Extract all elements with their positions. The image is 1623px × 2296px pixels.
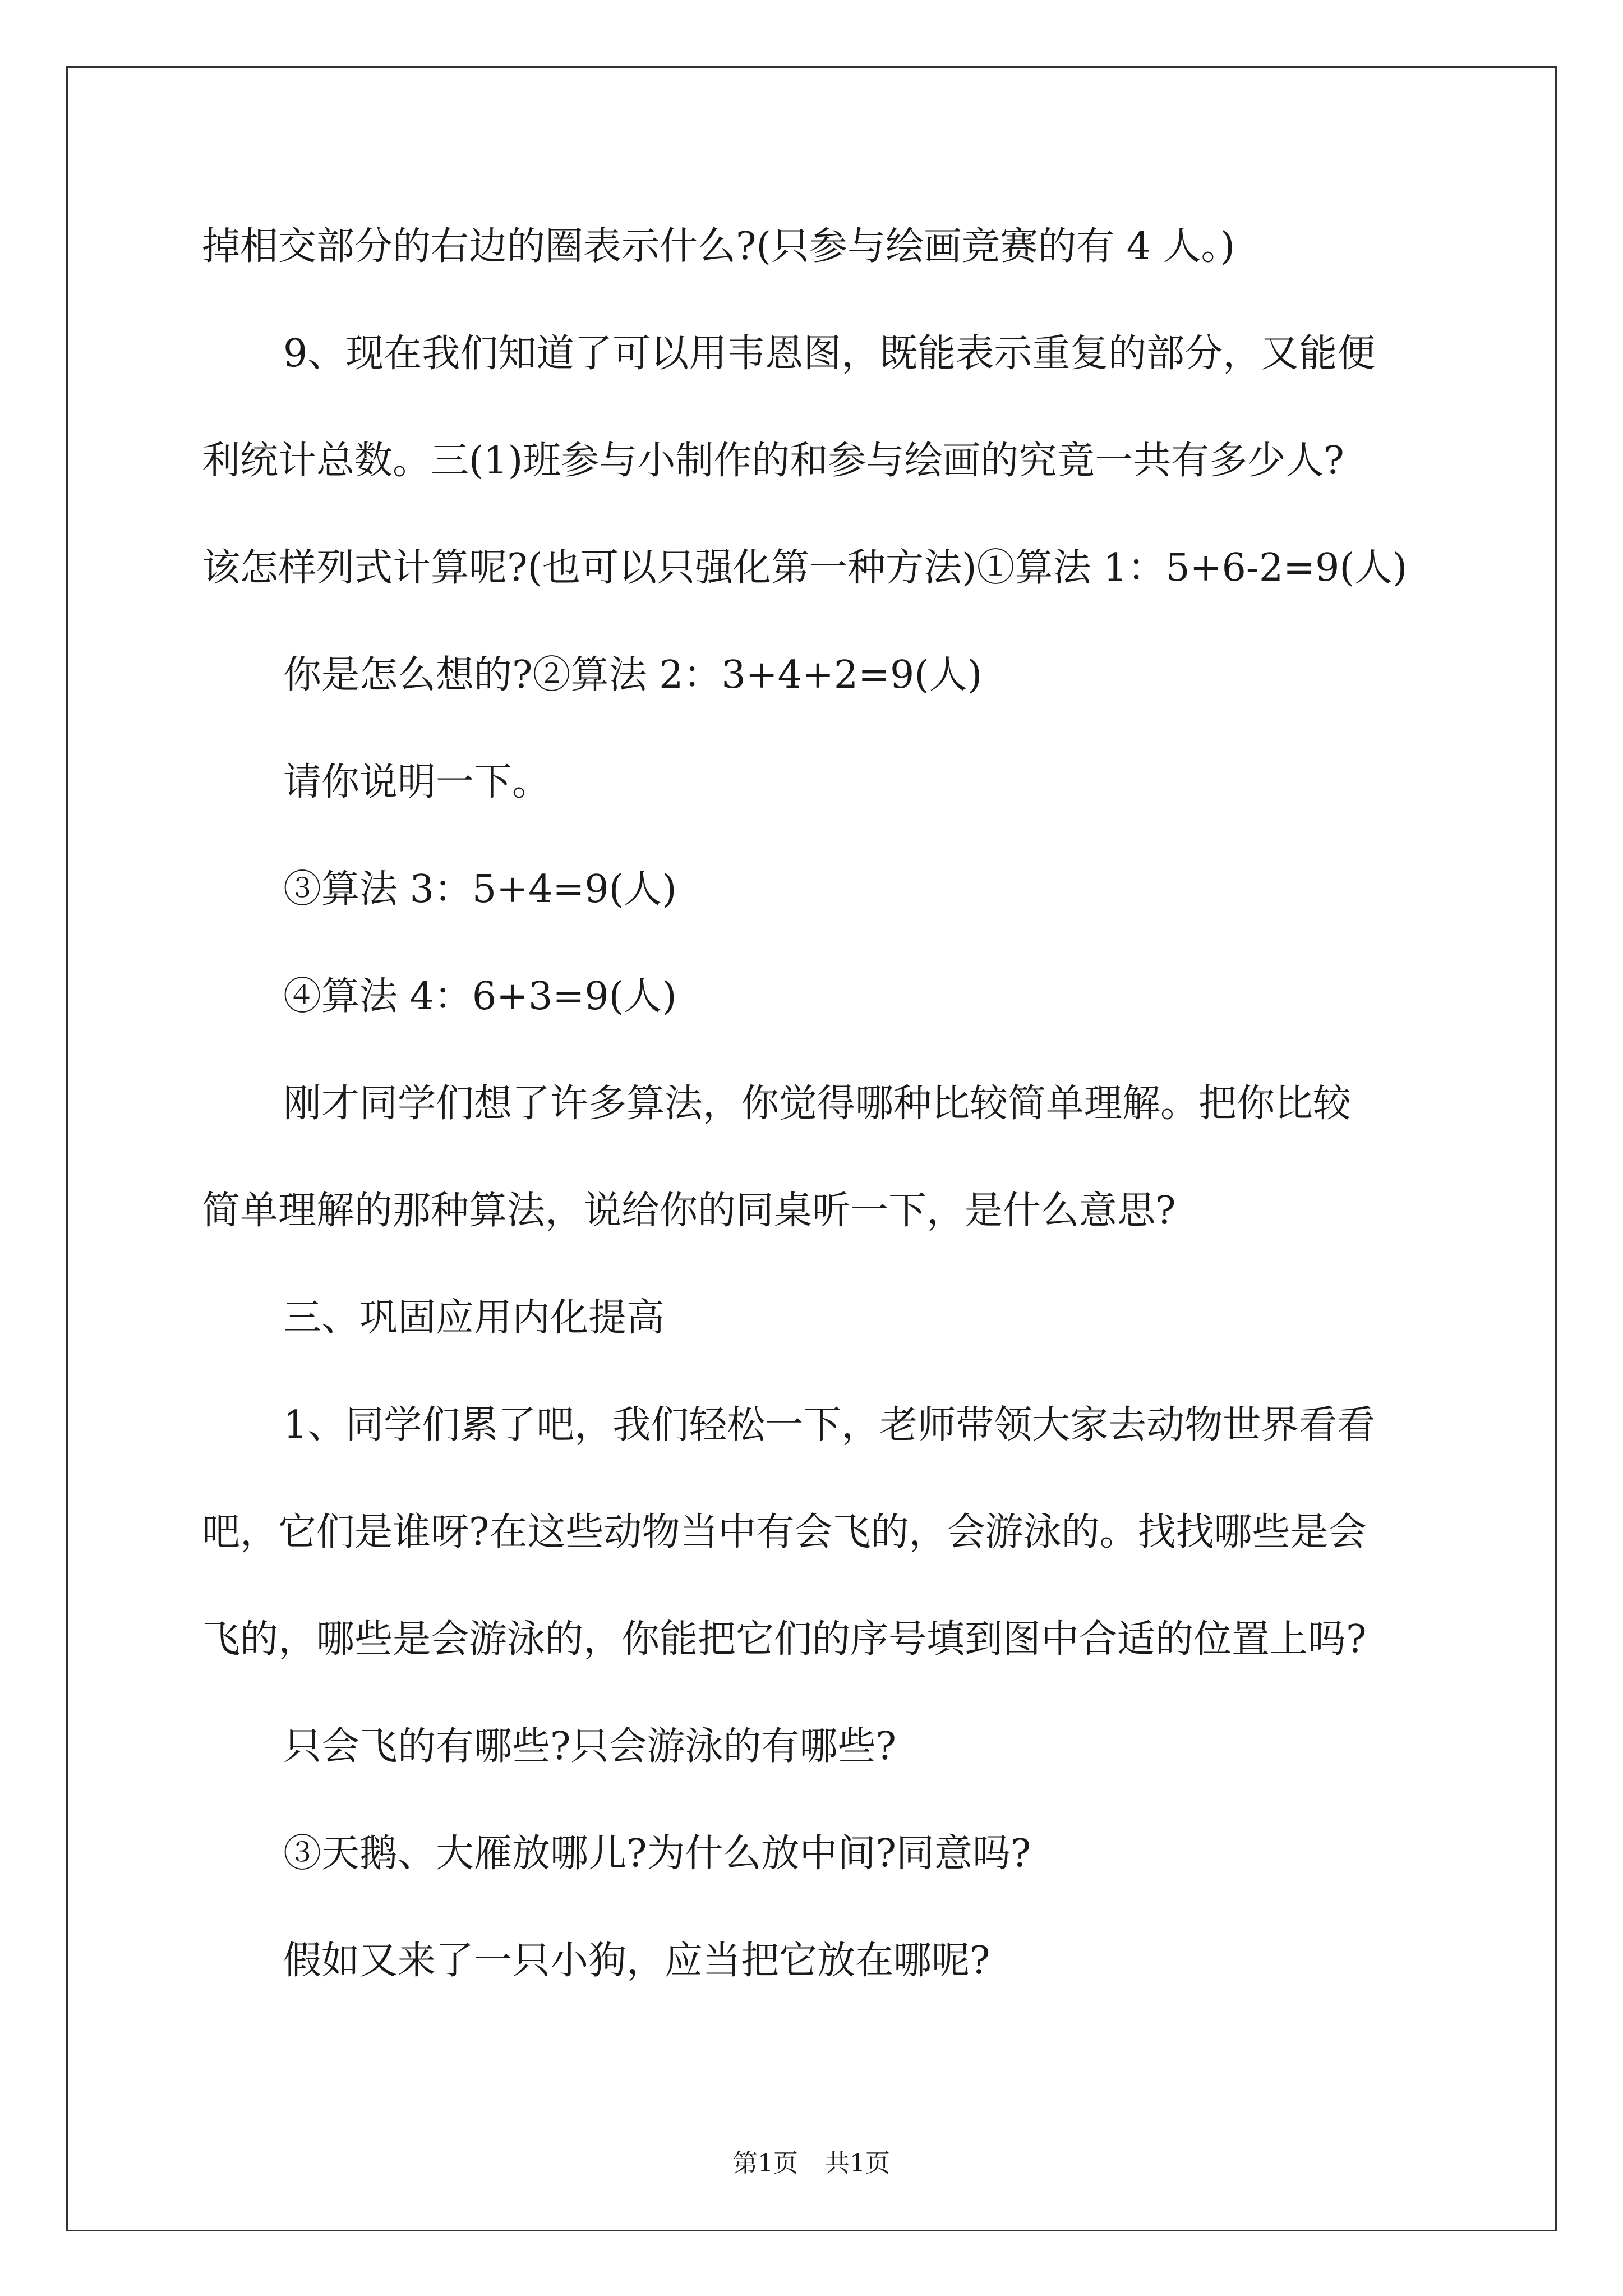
text-line: 掉相交部分的右边的圈表示什么?(只参与绘画竞赛的有 4 人。) <box>202 224 1235 269</box>
text-line: 假如又来了一只小狗，应当把它放在哪呢? <box>283 1939 990 1983</box>
text-line: ④算法 4：6+3=9(人) <box>283 974 677 1019</box>
text-line: 该怎样列式计算呢?(也可以只强化第一种方法)①算法 1：5+6-2=9(人) <box>202 546 1408 590</box>
text-line: 只会飞的有哪些?只会游泳的有哪些? <box>283 1724 896 1769</box>
text-line: 请你说明一下。 <box>283 760 551 804</box>
text-line: 刚才同学们想了许多算法，你觉得哪种比较简单理解。把你比较 <box>283 1082 1352 1126</box>
text-line: 简单理解的那种算法，说给你的同桌听一下，是什么意思? <box>202 1189 1176 1233</box>
page-total: 共1页 <box>825 2149 890 2178</box>
text-line: 9、现在我们知道了可以用韦恩图，既能表示重复的部分，又能便 <box>283 332 1376 376</box>
text-line: 利统计总数。三(1)班参与小制作的和参与绘画的究竟一共有多少人? <box>202 439 1344 483</box>
page-footer <box>0 2143 1623 2179</box>
text-line: 飞的，哪些是会游泳的，你能把它们的序号填到图中合适的位置上吗? <box>202 1617 1367 1662</box>
text-line: 吧，它们是谁呀?在这些动物当中有会飞的，会游泳的。找找哪些是会 <box>202 1510 1367 1554</box>
text-line: 1、同学们累了吧，我们轻松一下，老师带领大家去动物世界看看 <box>283 1403 1376 1447</box>
text-line: 你是怎么想的?②算法 2：3+4+2=9(人) <box>283 653 983 697</box>
text-line: ③天鹅、大雁放哪儿?为什么放中间?同意吗? <box>283 1832 1031 1876</box>
text-line: ③算法 3：5+4=9(人) <box>283 867 677 912</box>
page-number: 第1页 <box>733 2149 798 2178</box>
document-body <box>202 213 1436 2035</box>
section-heading: 三、巩固应用内化提高 <box>283 1296 665 1340</box>
